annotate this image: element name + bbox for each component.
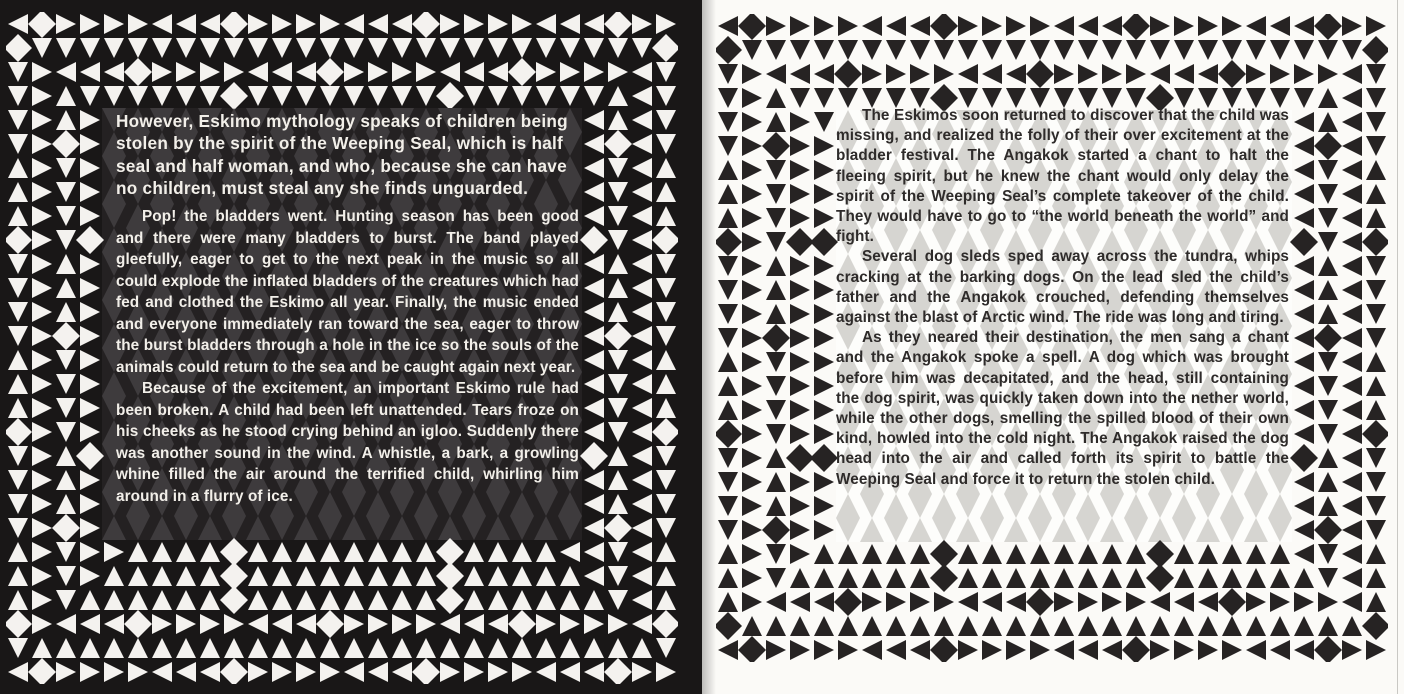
paragraph: Several dog sleds sped away across the tundra, whips cracking at the barking dogs. On the lead sled the child’s father and the Angakok crouched, defending themselves against the blast of Arctic wind. The ride was long and tiring.	[836, 248, 1289, 327]
page-edge-line	[1397, 0, 1398, 694]
gutter-shadow	[702, 0, 716, 694]
right-page	[702, 0, 1404, 694]
paragraph: Pop! the bladders went. Hunting season has been good and there were many bladders to burst. The band played gleefully, eager to get to the next peak in the music so all could explode the inflated bladders of the creatures which had fed and clothed the Eskimo all year. Finally, the music ended and everyone immediately ran toward the sea, eager to throw the burst bladders through a hole in the ice so the souls of the animals could return to the sea and be caught again next year.	[116, 208, 579, 376]
paragraph: The Eskimos soon returned to discover that the child was missing, and realized the folly of their over excitement at the bladder festival. The Angakok started a chant to halt the fleeing spirit, but he knew the chant would only delay the spirit of the Weeping Seal’s complete takeover of the child. They would have to go to “the world beneath the world” and fight.	[836, 107, 1289, 246]
story-text-left	[116, 110, 579, 507]
story-text-right	[836, 106, 1289, 490]
intro-paragraph: However, Eskimo mythology speaks of children being stolen by the spirit of the Weeping Seal, which is half seal and half woman, and who, because she can have no children, must steal any she finds unguarded.	[116, 111, 568, 198]
paragraph: As they neared their destination, the men sang a chant and the Angakok spoke a spell. A dog which was brought before him was decapitated, and the head, still containing the dog spirit, was quickly taken down into the nether world, while the other dogs, smelling the spilled blood of their own kind, howled into the cold night. The Angakok raised the dog head into the air and called forth its spirit to battle the Weeping Seal and force it to return the stolen child.	[836, 329, 1289, 488]
paragraph: Because of the excitement, an important Eskimo rule had been broken. A child had been left unattended. Tears froze on his cheeks as he stood crying behind an igloo. Suddenly there was another sound in the wind. A whistle, a bark, a growling whine filled the air around the terrified child, whirling him around in a flurry of ice.	[116, 380, 579, 505]
